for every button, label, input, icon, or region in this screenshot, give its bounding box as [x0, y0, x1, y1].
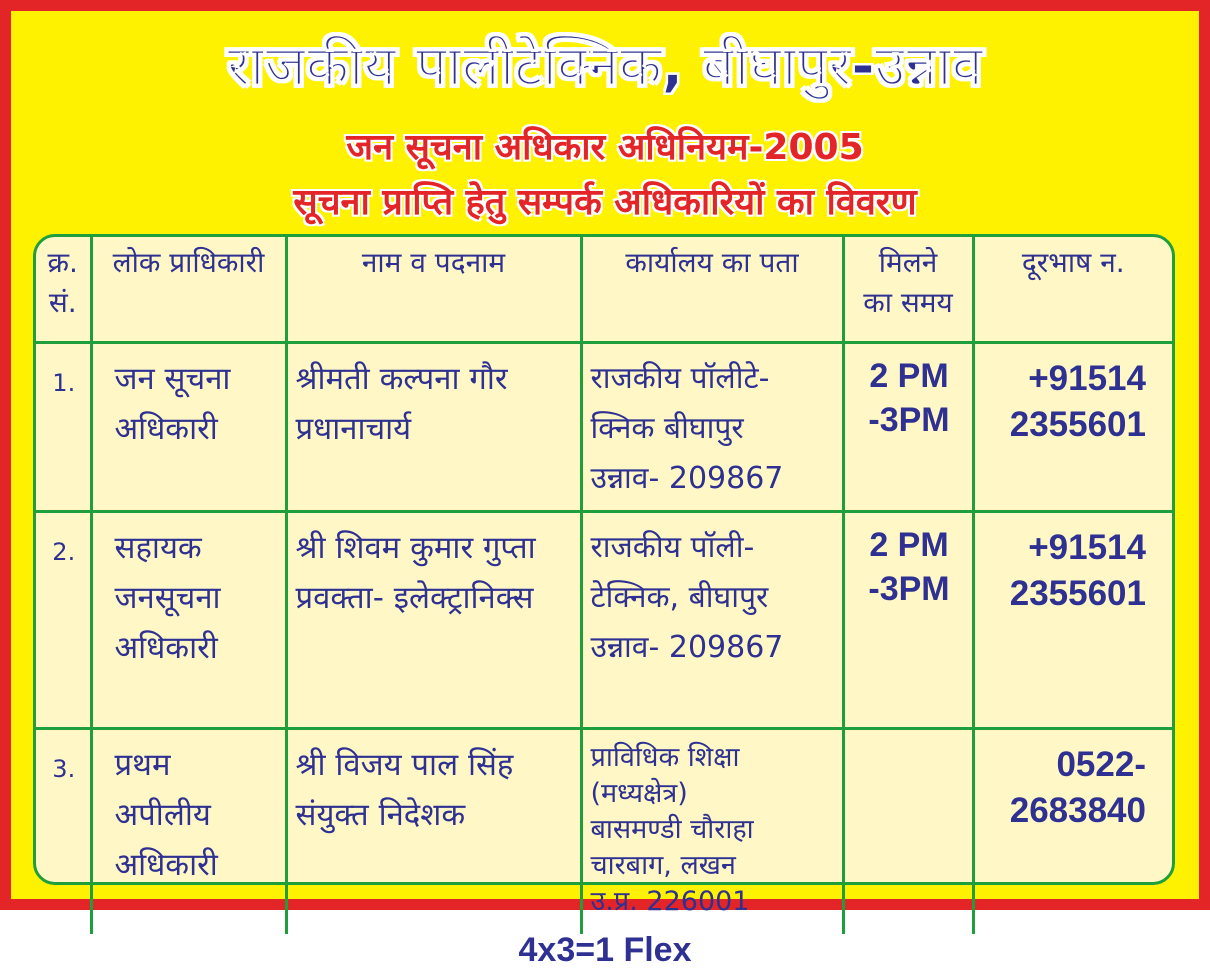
- table-row: [36, 729, 1172, 935]
- table-header-row: [36, 237, 1172, 343]
- serial-cell: 3.: [36, 729, 91, 935]
- time-cell: 2 PM -3PM: [843, 343, 973, 512]
- address-cell: राजकीय पॉलीटे- क्निक बीघापुर उन्नाव- 209867: [581, 343, 843, 512]
- table-row: [36, 512, 1172, 729]
- header-phone: दूरभाष न.: [973, 237, 1172, 343]
- name-cell: श्री शिवम कुमार गुप्ता प्रवक्ता- इलेक्ट्रानिक्स: [286, 512, 581, 729]
- header-serial: क्र. सं.: [36, 237, 91, 343]
- table-row: [36, 343, 1172, 512]
- serial-cell: 2.: [36, 512, 91, 729]
- authority-cell: प्रथम अपीलीय अधिकारी: [91, 729, 286, 935]
- flex-size-caption: 4x3=1 Flex: [518, 931, 692, 969]
- header-authority: लोक प्राधिकारी: [91, 237, 286, 343]
- header-meeting-time: मिलने का समय: [843, 237, 973, 343]
- time-cell: [843, 729, 973, 935]
- phone-cell: +91514 2355601: [973, 512, 1172, 729]
- banner-panel: [11, 11, 1199, 917]
- header-name-designation: नाम व पदनाम: [286, 237, 581, 343]
- authority-cell: जन सूचना अधिकारी: [91, 343, 286, 512]
- header-office-address: कार्यालय का पता: [581, 237, 843, 343]
- name-cell: श्रीमती कल्पना गौर प्रधानाचार्य: [286, 343, 581, 512]
- authority-cell: सहायक जनसूचना अधिकारी: [91, 512, 286, 729]
- banner-subtitle-act: जन सूचना अधिकार अधिनियम-2005: [346, 127, 864, 168]
- banner-title: राजकीय पालीटेक्निक, बीघापुर-उन्नाव: [227, 34, 983, 99]
- time-cell: 2 PM -3PM: [843, 512, 973, 729]
- phone-cell: 0522- 2683840: [973, 729, 1172, 935]
- address-cell: प्राविधिक शिक्षा (मध्यक्षेत्र) बासमण्डी चौराहा चारबाग, लखन उ.प्र. 226001: [581, 729, 843, 935]
- address-cell: राजकीय पॉली- टेक्निक, बीघापुर उन्नाव- 209867: [581, 512, 843, 729]
- banner-subtitle-contacts: सूचना प्राप्ति हेतु सम्पर्क अधिकारियों का विवरण: [293, 182, 917, 223]
- name-cell: श्री विजय पाल सिंह संयुक्त निदेशक: [286, 729, 581, 935]
- phone-cell: +91514 2355601: [973, 343, 1172, 512]
- serial-cell: 1.: [36, 343, 91, 512]
- officers-table: [33, 234, 1175, 917]
